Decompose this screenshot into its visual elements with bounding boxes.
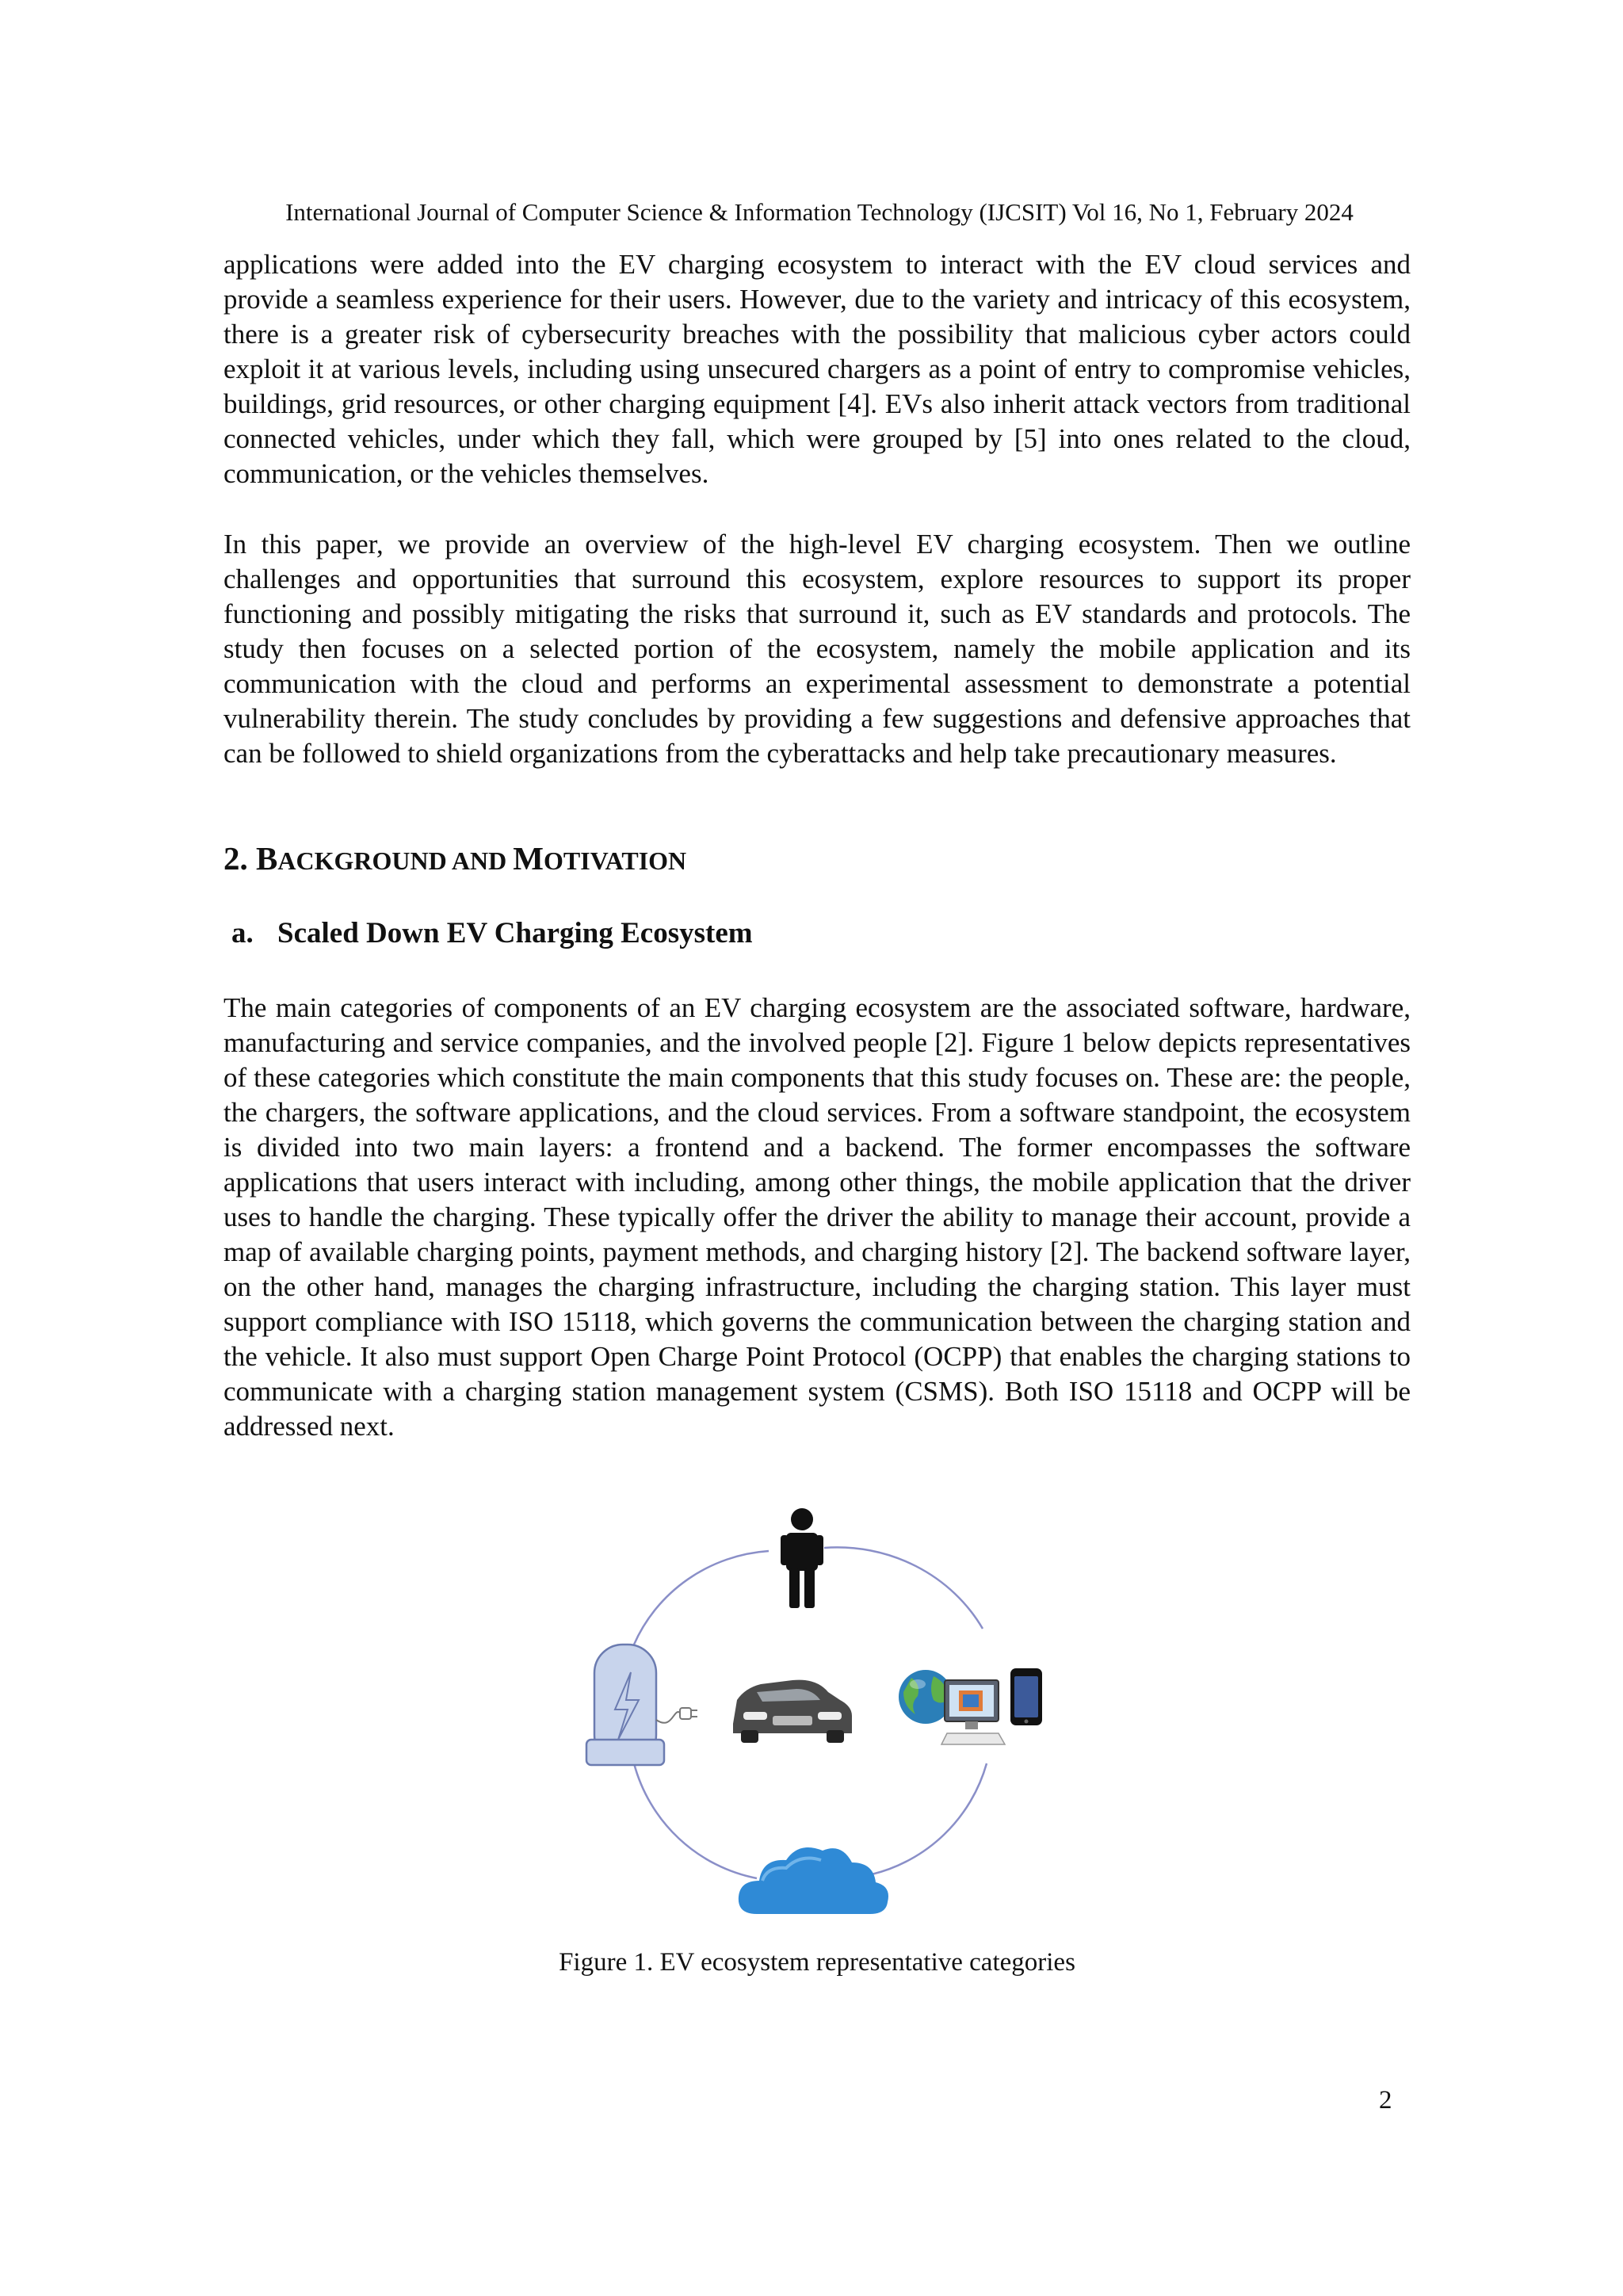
cloud-icon: [739, 1847, 888, 1914]
section-title-b: B: [256, 840, 278, 877]
ring-arc-top-right: [824, 1547, 983, 1629]
section-heading: [223, 839, 686, 881]
ecosystem-diagram: [555, 1502, 1094, 1922]
computer-icon: [941, 1680, 1005, 1744]
running-header: International Journal of Computer Science & Information Technology (IJCSIT) Vol 16, No 1, February 2024: [285, 198, 1354, 226]
ring-arc-top-left: [634, 1551, 769, 1645]
paragraph-intro-continued: applications were added into the EV charging ecosystem to interact with the EV cloud services and provide a seamless experience for their users. However, due to the variety and intricacy of this ecosystem, there is a greater risk of cybersecurity breaches with the possibility that malicious cyber actors could exploit it at various levels, including using unsecured chargers as a point of entry to compromise vehicles, buildings, grid resources, or other charging equipment [4]. EVs also inherit attack vectors from traditional connected vehicles, under which they fall, which were grouped by [5] into ones related to the cloud, communication, or the vehicles themselves.: [223, 249, 1411, 489]
section-title-m: M: [513, 840, 544, 877]
section-title-ackground: ACKGROUND AND: [277, 846, 514, 875]
ring-arc-bottom-left: [634, 1763, 757, 1878]
page-number: 2: [1379, 2086, 1392, 2115]
ring-arc-bottom-right: [872, 1763, 987, 1874]
phone-icon: [1010, 1668, 1042, 1725]
person-icon: [781, 1508, 823, 1608]
section-number: 2.: [223, 840, 248, 877]
charger-icon: [586, 1645, 697, 1765]
section-title-otivation: OTIVATION: [543, 846, 687, 875]
paragraph-paper-overview: In this paper, we provide an overview of the high-level EV charging ecosystem. Then we outline challenges and opportunities that surround this ecosystem, explore resources to support its proper functioning and possibly mitigating the risks that surround it, such as EV standards and protocols. The study then focuses on a selected portion of the ecosystem, namely the mobile application and its communication with the cloud and performs an experimental assessment to demonstrate a potential vulnerability therein. The study concludes by providing a few suggestions and defensive approaches that can be followed to shield organizations from the cyberattacks and help take precautionary measures.: [223, 529, 1411, 769]
subsection-number: a.: [231, 917, 254, 949]
paragraph-ecosystem: The main categories of components of an EV charging ecosystem are the associated software, hardware, manufacturing and service companies, and the involved people [2]. Figure 1 below depicts representatives of these categories which constitute the main components that this study focuses on. These are: the people, the chargers, the software applications, and the cloud services. From a software standpoint, the ecosystem is divided into two main layers: a frontend and a backend. The former encompasses the software applications that users interact with including, among other things, the mobile application that the driver uses to handle the charging. These typically offer the driver the ability to manage their account, provide a map of available charging points, payment methods, and charging history [2]. The backend software layer, on the other hand, manages the charging infrastructure, including the charging station. This layer must support compliance with ISO 15118, which governs the communication between the charging station and the vehicle. It also must support Open Charge Point Protocol (OCPP) that enables the charging stations to communicate with a charging station management system (CSMS). Both ISO 15118 and OCPP will be addressed next.: [223, 992, 1411, 1442]
subsection-heading: [231, 915, 753, 952]
subsection-title: Scaled Down EV Charging Ecosystem: [277, 917, 753, 949]
car-icon: [733, 1680, 852, 1743]
figure-caption: Figure 1. EV ecosystem representative categories: [559, 1948, 1075, 1977]
figure-ev-ecosystem: [555, 1502, 1094, 1922]
